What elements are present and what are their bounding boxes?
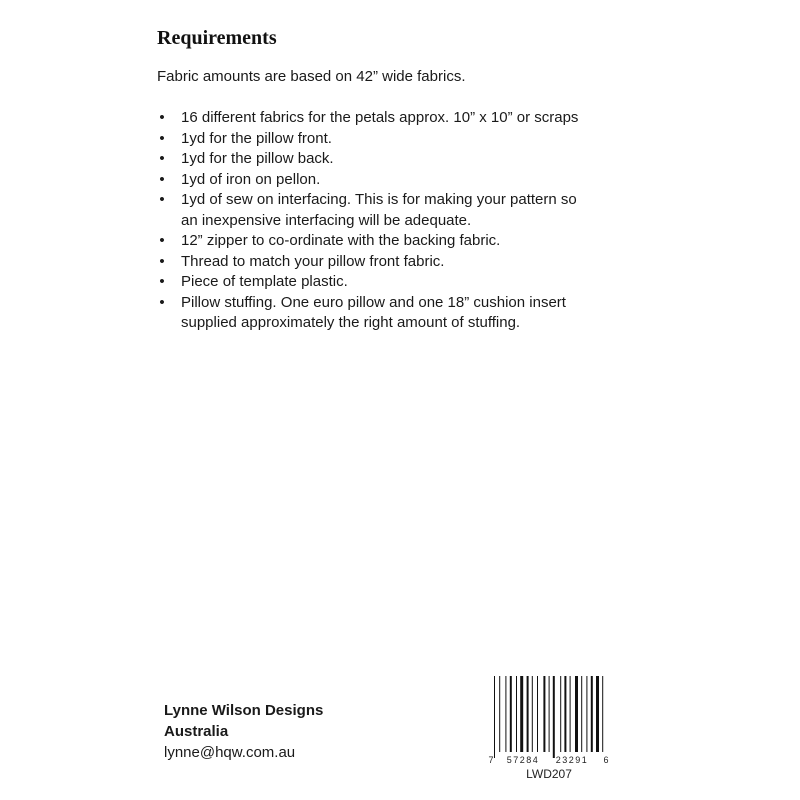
- bullet-icon: •: [159, 252, 165, 270]
- bullet-icon: •: [159, 191, 165, 208]
- company-country: Australia: [164, 723, 229, 740]
- requirement-item: [157, 272, 627, 293]
- contact-email[interactable]: lynne@hqw.com.au: [164, 744, 296, 761]
- barcode-bar: [575, 676, 578, 752]
- publisher-info: [164, 700, 323, 763]
- requirement-text: 1yd of iron on pellon.: [181, 170, 321, 188]
- barcode-bar: [586, 676, 587, 752]
- requirement-text-continued: supplied approximately the right amount of stuffing.: [181, 314, 521, 331]
- page-title: Requirements: [157, 27, 277, 49]
- barcode-bar: [591, 676, 593, 752]
- requirement-item: [157, 129, 627, 150]
- requirement-text: Thread to match your pillow front fabric.: [181, 252, 445, 270]
- requirement-item: [157, 231, 627, 252]
- requirement-item: [157, 190, 627, 231]
- requirement-text-continued: an inexpensive interfacing will be adequate.: [181, 211, 472, 229]
- barcode-bar: [527, 676, 529, 752]
- bullet-icon: •: [159, 293, 165, 311]
- barcode-bar: [564, 676, 566, 752]
- requirement-text: 1yd of sew on interfacing. This is for making your pattern so: [181, 191, 577, 208]
- barcode-bar: [543, 676, 545, 752]
- barcode-bar: [549, 676, 550, 752]
- requirements-list: [157, 108, 627, 334]
- barcode-bar: [553, 676, 555, 758]
- requirement-item: [157, 149, 627, 170]
- barcode-bar: [570, 676, 571, 752]
- requirement-item: [157, 170, 627, 191]
- bullet-icon: •: [159, 150, 165, 167]
- barcode-group-left: 57284: [506, 755, 540, 765]
- barcode-bar: [520, 676, 523, 752]
- barcode-bars: [494, 676, 603, 758]
- requirement-item: [157, 293, 627, 334]
- bullet-icon: •: [159, 273, 165, 290]
- fabric-note: Fabric amounts are based on 42” wide fabrics.: [157, 68, 466, 85]
- barcode: [488, 676, 610, 766]
- barcode-bar: [494, 676, 495, 758]
- requirement-text: 16 different fabrics for the petals approx. 10” x 10” or scraps: [181, 109, 579, 126]
- barcode-bar: [560, 676, 561, 752]
- bullet-icon: •: [159, 232, 165, 249]
- product-code: LWD207: [526, 767, 572, 781]
- requirement-text: 1yd for the pillow back.: [181, 150, 334, 167]
- barcode-bar: [532, 676, 533, 752]
- barcode-digit-last: 6: [603, 755, 609, 765]
- bullet-icon: •: [159, 170, 165, 188]
- barcode-bar: [581, 676, 582, 752]
- company-name: Lynne Wilson Designs: [164, 702, 324, 719]
- barcode-bar: [516, 676, 517, 752]
- requirement-text: 1yd for the pillow front.: [181, 129, 332, 147]
- bullet-icon: •: [159, 129, 165, 147]
- barcode-bar: [510, 676, 512, 752]
- requirement-text: Pillow stuffing. One euro pillow and one 18” cushion insert: [181, 293, 566, 311]
- requirement-item: [157, 252, 627, 273]
- requirement-item: [157, 108, 627, 129]
- requirement-text: 12” zipper to co-ordinate with the backing fabric.: [181, 232, 501, 249]
- barcode-bar: [499, 676, 500, 752]
- barcode-group-right: 23291: [555, 755, 589, 765]
- requirement-text: Piece of template plastic.: [181, 273, 348, 290]
- bullet-icon: •: [159, 109, 165, 126]
- barcode-bar: [505, 676, 506, 752]
- barcode-bar: [596, 676, 599, 752]
- barcode-bar: [602, 676, 603, 752]
- barcode-digit-first: 7: [488, 755, 494, 765]
- barcode-bar: [537, 676, 538, 752]
